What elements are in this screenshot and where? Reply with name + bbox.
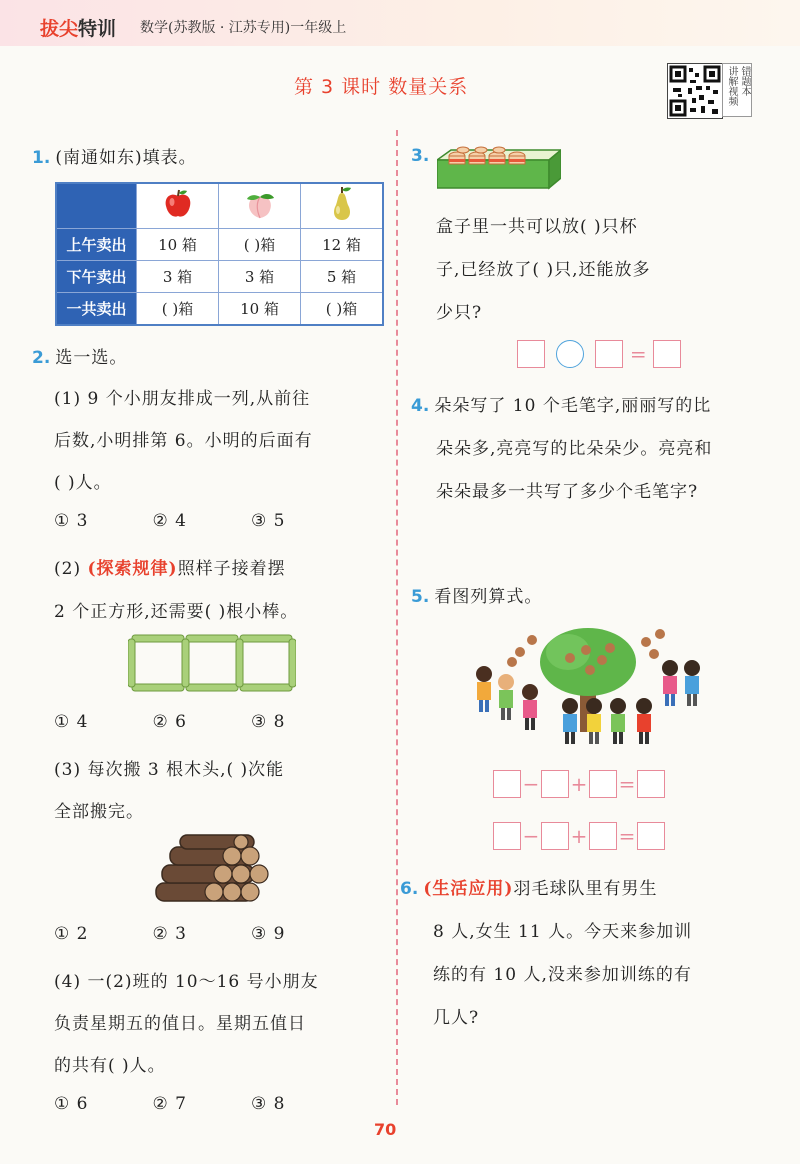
brand-logo: 拔尖特训: [40, 18, 117, 40]
page-number: 70: [374, 1120, 397, 1139]
equals-sign: =: [629, 342, 647, 366]
table-row: [56, 293, 383, 326]
q4-line3: 朵朵最多一共写了多少个毛笔字?: [436, 482, 699, 502]
minus-sign: −: [522, 772, 540, 796]
answer-box[interactable]: [541, 822, 569, 850]
table-cell-blank[interactable]: ( )箱: [219, 229, 301, 261]
q3-equation: [517, 340, 681, 368]
plus-sign: +: [570, 772, 588, 796]
equals-sign: =: [618, 824, 636, 848]
q6-line3: 练的有 10 人,没来参加训练的有: [433, 965, 692, 985]
q2-part3-options[interactable]: ① 2 ② 3 ③ 9: [54, 924, 286, 944]
question-4: [411, 391, 711, 416]
lesson-title: 第 3 课时 数量关系: [294, 76, 469, 98]
answer-box[interactable]: [589, 770, 617, 798]
row-label: 一共卖出: [56, 293, 137, 326]
fill-table: [55, 182, 384, 326]
book-subject: 数学(苏教版 · 江苏专用)一年级上: [140, 20, 347, 36]
question-2: [32, 343, 127, 368]
table-row: [56, 229, 383, 261]
question-text: (南通如东)填表。: [55, 148, 197, 168]
q6-line4: 几人?: [433, 1008, 480, 1028]
page-header-band: [0, 0, 800, 46]
peach-icon: [219, 183, 301, 229]
sticks-squares-figure: [128, 633, 296, 697]
question-number: 6.: [400, 879, 419, 899]
explore-tag: (探索规律): [87, 559, 178, 579]
question-number: 5.: [411, 587, 430, 607]
row-label: 下午卖出: [56, 261, 137, 293]
table-corner: [56, 183, 137, 229]
q2-part4-line1: (4) 一(2)班的 10～16 号小朋友: [54, 972, 319, 992]
question-5: [411, 582, 542, 607]
q3-line3: 少只?: [436, 303, 483, 323]
answer-box[interactable]: [517, 340, 545, 368]
q6-line2: 8 人,女生 11 人。今天来参加训: [433, 922, 693, 942]
table-cell: 3 箱: [219, 261, 301, 293]
table-cell: 3 箱: [137, 261, 219, 293]
q2-part4-line3[interactable]: 的共有( )人。: [54, 1056, 166, 1076]
q2-part2-line2[interactable]: 2 个正方形,还需要( )根小棒。: [54, 602, 299, 622]
plus-sign: +: [570, 824, 588, 848]
cup-box-figure: [437, 146, 561, 194]
question-text: 看图列算式。: [434, 587, 543, 607]
table-cell-blank[interactable]: ( )箱: [301, 293, 384, 326]
table-row: [56, 261, 383, 293]
logs-pile-figure: [148, 833, 272, 909]
q2-part1-line2: 后数,小明排第 6。小明的后面有: [54, 431, 313, 451]
answer-box[interactable]: [493, 770, 521, 798]
answer-box[interactable]: [637, 770, 665, 798]
q2-part4-options[interactable]: ① 6 ② 7 ③ 8: [54, 1094, 286, 1114]
q2-part1-line1: (1) 9 个小朋友排成一列,从前往: [54, 389, 311, 409]
question-number: 1.: [32, 148, 51, 168]
table-cell: 12 箱: [301, 229, 384, 261]
question-1: [32, 143, 197, 168]
answer-box[interactable]: [589, 822, 617, 850]
q2-part1-line3[interactable]: ( )人。: [54, 473, 112, 493]
q2-part4-line2: 负责星期五的值日。星期五值日: [54, 1014, 306, 1034]
column-divider: [396, 130, 398, 1105]
q2-part2-line1: (2) (探索规律)照样子接着摆: [54, 559, 286, 579]
table-cell: 10 箱: [219, 293, 301, 326]
answer-box[interactable]: [493, 822, 521, 850]
equals-sign: =: [618, 772, 636, 796]
qr-code[interactable]: [667, 63, 723, 119]
q3-line1[interactable]: 盒子里一共可以放( )只杯: [436, 217, 638, 237]
q4-line2: 朵朵多,亮亮写的比朵朵少。亮亮和: [436, 439, 713, 459]
apple-icon: [137, 183, 219, 229]
table-cell: 10 箱: [137, 229, 219, 261]
qr-caption: 讲解视频 错题本: [722, 63, 752, 117]
answer-box[interactable]: [653, 340, 681, 368]
question-number: 4.: [411, 396, 430, 416]
children-tree-figure: [470, 622, 710, 754]
q2-part2-options[interactable]: ① 4 ② 6 ③ 8: [54, 712, 286, 732]
q2-part3-line2: 全部搬完。: [54, 802, 144, 822]
q3-line2[interactable]: 子,已经放了( )只,还能放多: [436, 260, 651, 280]
question-text: 选一选。: [55, 348, 128, 368]
answer-box[interactable]: [595, 340, 623, 368]
question-3-number: 3.: [411, 146, 430, 166]
answer-box[interactable]: [637, 822, 665, 850]
q2-part3-line1[interactable]: (3) 每次搬 3 根木头,( )次能: [54, 760, 285, 780]
q5-equation-1: [493, 770, 665, 798]
table-cell-blank[interactable]: ( )箱: [137, 293, 219, 326]
q5-equation-2: [493, 822, 665, 850]
row-label: 上午卖出: [56, 229, 137, 261]
pear-icon: [301, 183, 384, 229]
answer-box[interactable]: [541, 770, 569, 798]
question-number: 2.: [32, 348, 51, 368]
q4-line1: 朵朵写了 10 个毛笔字,丽丽写的比: [434, 396, 712, 416]
minus-sign: −: [522, 824, 540, 848]
q6-line1: 羽毛球队里有男生: [513, 879, 658, 899]
application-tag: (生活应用): [423, 879, 514, 899]
q2-part1-options[interactable]: ① 3 ② 4 ③ 5: [54, 511, 286, 531]
table-cell: 5 箱: [301, 261, 384, 293]
question-6: [400, 874, 657, 899]
operator-circle[interactable]: [556, 340, 584, 368]
